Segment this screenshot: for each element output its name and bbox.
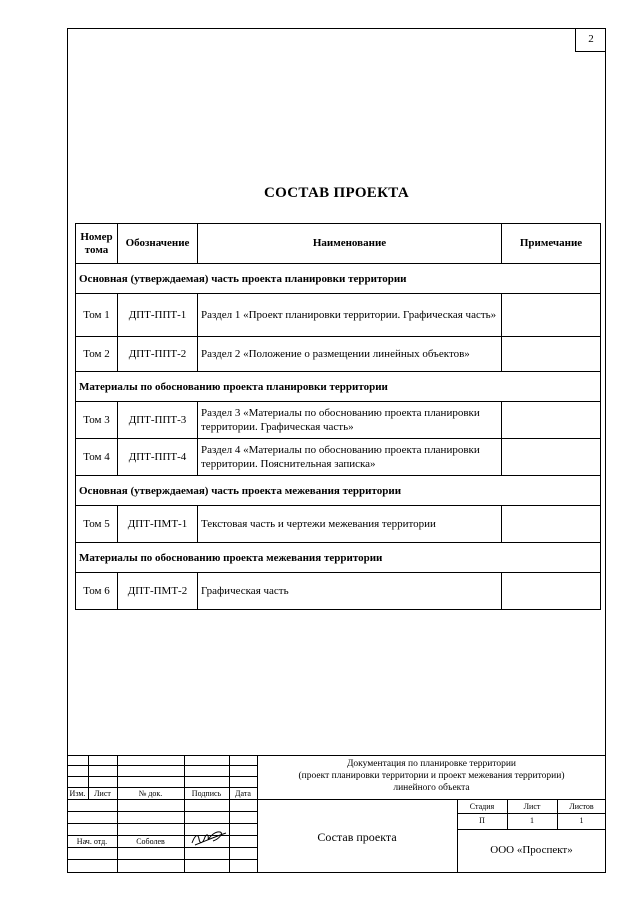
table-row	[76, 402, 601, 439]
cell-note	[502, 506, 601, 543]
section-heading-row	[76, 543, 601, 573]
document-title-line-2: (проект планировки территории и проект межевания территории)	[298, 771, 565, 781]
cell-name: Раздел 4 «Материалы по обоснованию проекта планировки территории. Пояснительная записка»	[198, 439, 502, 476]
person-name: Соболев	[136, 837, 165, 846]
table-row	[76, 506, 601, 543]
page-title: СОСТАВ ПРОЕКТА	[264, 185, 409, 201]
cell-volume: Том 6	[76, 573, 118, 610]
section-heading: Материалы по обоснованию проекта планировки территории	[76, 372, 601, 402]
col-signature-label: Подпись	[191, 789, 222, 798]
header-designation: Обозначение	[118, 224, 198, 264]
role-label: Нач. отд.	[76, 837, 108, 846]
table-row	[76, 573, 601, 610]
header-name: Наименование	[198, 224, 502, 264]
cell-volume: Том 5	[76, 506, 118, 543]
section-heading: Основная (утверждаемая) часть проекта планировки территории	[76, 264, 601, 294]
sheets-value: 1	[579, 816, 584, 825]
cell-name: Графическая часть	[198, 573, 502, 610]
cell-volume: Том 4	[76, 439, 118, 476]
table-row	[76, 294, 601, 337]
document-title-line-1: Документация по планировке территории	[346, 759, 517, 769]
cell-designation: ДПТ-ППТ-4	[118, 439, 198, 476]
header-note: Примечание	[502, 224, 601, 264]
col-change-label: Изм.	[69, 789, 86, 798]
document-title	[257, 758, 606, 794]
cell-note	[502, 573, 601, 610]
table-row	[76, 337, 601, 372]
section-heading-row	[76, 264, 601, 294]
cell-designation: ДПТ-ППТ-2	[118, 337, 198, 372]
composition-table	[75, 223, 601, 610]
cell-name: Текстовая часть и чертежи межевания территории	[198, 506, 502, 543]
table-row	[76, 439, 601, 476]
cell-name: Раздел 2 «Положение о размещении линейных объектов»	[198, 337, 502, 372]
section-heading-row	[76, 476, 601, 506]
stage-value: П	[479, 816, 485, 825]
organization-name: ООО «Проспект»	[490, 844, 573, 856]
col-doc-label: № док.	[138, 789, 163, 798]
cell-volume: Том 1	[76, 294, 118, 337]
sheets-label: Листов	[569, 802, 594, 811]
cell-volume: Том 2	[76, 337, 118, 372]
cell-note	[502, 402, 601, 439]
stage-label: Стадия	[469, 802, 495, 811]
cell-note	[502, 337, 601, 372]
table-header-row	[76, 224, 601, 264]
sheet-label: Лист	[523, 802, 541, 811]
header-volume: Номер тома	[76, 224, 118, 264]
cell-designation: ДПТ-ППТ-3	[118, 402, 198, 439]
cell-name: Раздел 3 «Материалы по обоснованию проекта планировки территории. Графическая часть»	[198, 402, 502, 439]
cell-designation: ДПТ-ПМТ-1	[118, 506, 198, 543]
cell-name: Раздел 1 «Проект планировки территории. Графическая часть»	[198, 294, 502, 337]
cell-volume: Том 3	[76, 402, 118, 439]
document-title-line-3: линейного объекта	[393, 783, 470, 793]
section-heading: Материалы по обоснованию проекта межевания территории	[76, 543, 601, 573]
cell-note	[502, 439, 601, 476]
cell-designation: ДПТ-ППТ-1	[118, 294, 198, 337]
signature	[189, 825, 229, 849]
section-heading: Основная (утверждаемая) часть проекта межевания территории	[76, 476, 601, 506]
page-number: 2	[575, 28, 606, 52]
col-date-label: Дата	[235, 789, 251, 798]
cell-note	[502, 294, 601, 337]
section-heading-row	[76, 372, 601, 402]
sheet-name: Состав проекта	[317, 830, 397, 844]
col-sheet-label: Лист	[94, 789, 111, 798]
sheet-value: 1	[530, 816, 534, 825]
cell-designation: ДПТ-ПМТ-2	[118, 573, 198, 610]
title-block	[67, 755, 606, 873]
